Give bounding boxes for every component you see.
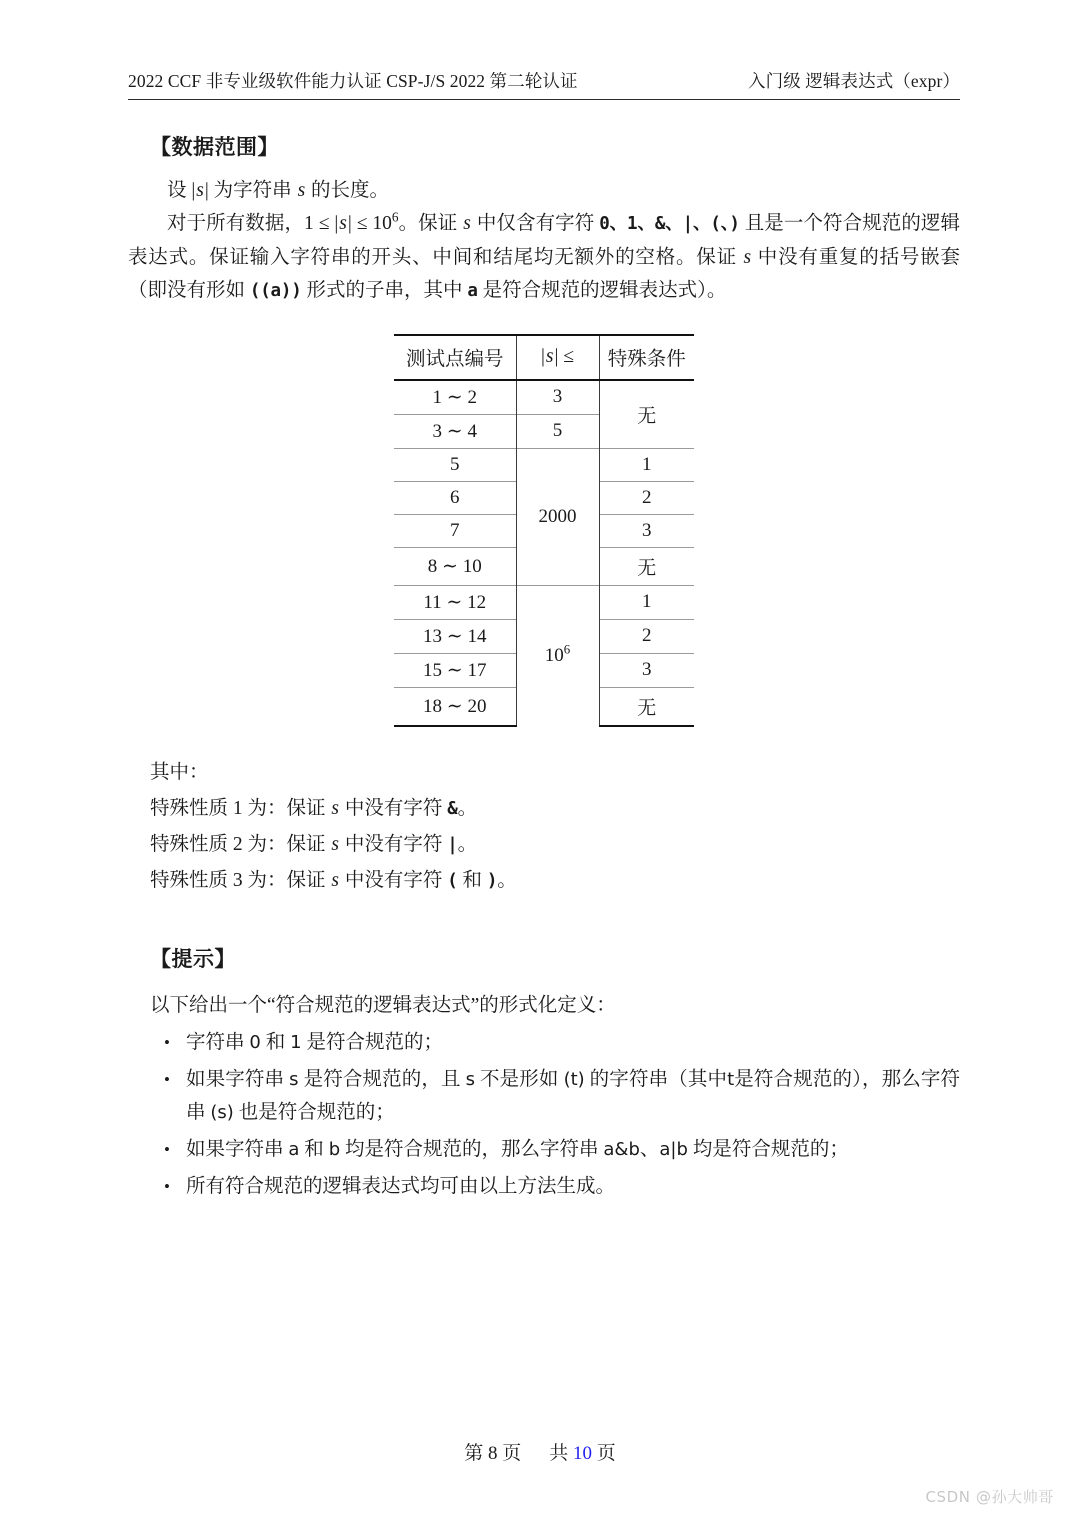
cell-test-id: 15 ∼ 17: [394, 653, 516, 687]
cell-special-condition: 无: [599, 687, 694, 726]
p2-text-a: 对于所有数据，1 ≤ |: [167, 212, 339, 234]
prop1-var-s: s: [331, 797, 339, 819]
p2-text-b: | ≤ $10^6$: [347, 209, 399, 234]
prop2-text-a: 特殊性质 2 为：保证: [150, 833, 331, 855]
table-head: [394, 335, 694, 380]
hint1-literal-1: 1: [290, 1032, 302, 1053]
hint2-literal-s: s: [289, 1069, 299, 1090]
p2-text-d: 中仅含有字符: [471, 212, 600, 234]
footer-total-suffix: 页: [592, 1443, 616, 1464]
cell-test-id: 1 ∼ 2: [432, 386, 477, 408]
table-body: [394, 380, 694, 726]
column-header-length-limit: |s| ≤: [516, 335, 599, 380]
cell-test-id: 7: [394, 514, 516, 547]
hint1-text-3: 是符合规范的；: [301, 1032, 443, 1053]
footer-total-prefix: 共: [549, 1443, 573, 1464]
table-row: [394, 380, 694, 415]
p1-text-a: 设: [167, 179, 192, 201]
p2-var-a: a: [467, 280, 478, 301]
hint2-text-6: 也是符合规范的；: [233, 1102, 395, 1123]
prop2-text-b: 中没有字符: [339, 833, 448, 855]
special-property-2: [150, 827, 960, 863]
cell-special-condition: 1: [599, 585, 694, 619]
hint2-literal-paren-s: (s): [210, 1102, 234, 1123]
prop2-text-c: 。: [457, 833, 478, 855]
list-item: [128, 1133, 960, 1166]
hint-bullet-list: [128, 1026, 960, 1203]
p2-var-s: s: [339, 212, 347, 234]
prop1-character: &: [447, 798, 458, 819]
cell-test-id: 8 ∼ 10: [394, 547, 516, 585]
prop3-var-s: s: [331, 869, 339, 891]
prop3-text-mid: 和: [457, 869, 487, 891]
p2-var-s2: s: [463, 212, 471, 234]
cell-special-condition: 无: [599, 380, 694, 449]
prop3-character-open: (: [447, 870, 458, 891]
prop2-character: |: [447, 834, 458, 855]
p2-text-g: 形式的子串，其中: [301, 279, 468, 301]
hint4-text-1: 所有符合规范的逻辑表达式均可由以上方法生成。: [186, 1176, 616, 1197]
section-heading-data-range: 【数据范围】: [150, 135, 279, 159]
header-exam-title: 2022 CCF 非专业级软件能力认证 CSP-J/S 2022 第二轮认证: [128, 71, 578, 91]
prop1-text-a: 特殊性质 1 为：保证: [150, 797, 331, 819]
table-header-row: [394, 335, 694, 380]
constraints-table: [394, 334, 694, 727]
table-row: [394, 585, 694, 619]
table-row: [394, 448, 694, 481]
prop3-character-close: ): [486, 870, 498, 891]
header-divider-rule: [128, 99, 960, 100]
hint2-text-2: 是符合规范的，且: [298, 1069, 466, 1090]
cell-length-limit: 2000: [516, 448, 599, 585]
hint-intro-text: 以下给出一个“符合规范的逻辑表达式”的形式化定义：: [150, 995, 616, 1016]
explain-intro: 其中：: [150, 761, 209, 783]
cell-special-condition: 无: [599, 547, 694, 585]
section-heading-hint: 【提示】: [150, 946, 236, 971]
p2-exponent: 6: [391, 209, 399, 224]
footer-total-pages: 10: [573, 1443, 592, 1464]
column-header-special-condition: 特殊条件: [599, 335, 694, 380]
cell-special-condition: 2: [599, 619, 694, 653]
csdn-watermark: CSDN @孙大帅哥: [925, 1488, 1054, 1506]
prop3-text-b: 中没有字符: [339, 869, 448, 891]
cell-length-limit: 5: [516, 414, 599, 448]
cell-special-condition: 1: [599, 448, 694, 481]
hint2-literal-s2: s: [465, 1069, 476, 1090]
special-properties-block: [150, 755, 960, 899]
prop1-text-c: 。: [457, 797, 478, 819]
p2-text-c: 。保证: [398, 212, 463, 234]
cell-special-condition: 2: [599, 481, 694, 514]
page-footer: [0, 1438, 1080, 1465]
hint3-text-2: 和: [299, 1139, 329, 1160]
cell-length-limit: $10^6$: [516, 585, 599, 726]
list-item: [128, 1063, 960, 1129]
p1-var-s2: s: [297, 179, 306, 201]
hint3-literal-or: a|b: [659, 1139, 688, 1160]
p2-allowed-characters: 0、1、&、|、(、): [599, 213, 740, 234]
p2-text-f: 中没有重复的括号嵌套（即没有形如: [128, 246, 960, 301]
hint3-literal-a: a: [288, 1139, 300, 1160]
p1-abs-close: |: [204, 179, 209, 201]
prop3-text-c: 。: [497, 869, 517, 891]
hint3-text-3: 均是符合规范的，那么字符串: [340, 1139, 604, 1160]
p1-text-b: 为字符串: [208, 179, 297, 201]
hint2-literal-t: t: [727, 1069, 735, 1090]
cell-test-id: 11 ∼ 12: [394, 585, 516, 619]
cell-test-id: 13 ∼ 14: [394, 619, 516, 653]
data-range-paragraphs: [128, 174, 960, 308]
hint2-text-3: 不是形如: [475, 1069, 564, 1090]
prop2-var-s: s: [331, 833, 339, 855]
hint3-text-4: 、: [639, 1139, 660, 1160]
hint2-text-4: 的字符串（其中: [584, 1069, 728, 1090]
p2-text-h: 是符合规范的逻辑表达式）。: [477, 279, 727, 301]
cell-special-condition: 3: [599, 514, 694, 547]
p2-nested-example: ((a)): [249, 280, 302, 301]
paragraph-constraints: [128, 207, 960, 308]
prop3-text-a: 特殊性质 3 为：保证: [150, 869, 331, 891]
prop1-text-b: 中没有字符: [339, 797, 448, 819]
special-property-3: [150, 863, 960, 899]
p1-var-s: s: [196, 179, 204, 201]
p1-abs-open: |: [191, 179, 196, 201]
p2-text-e: 且是一个符合规范的逻辑表达式。保证输入字符串的开头、中间和结尾均无额外的空格。保证: [128, 212, 960, 268]
hint2-literal-paren-t: (t): [563, 1069, 585, 1090]
hint3-literal-b: b: [328, 1139, 341, 1160]
cell-length-limit: 3: [516, 380, 599, 415]
limit-exponent: 6: [563, 641, 571, 657]
list-item: [128, 1170, 960, 1203]
p1-text-c: 的长度。: [306, 179, 390, 201]
list-item: [128, 1026, 960, 1059]
hint-section: [128, 944, 960, 1204]
cell-test-id: 5: [394, 448, 516, 481]
hint1-text-2: 和: [260, 1032, 291, 1053]
cell-test-id: 6: [394, 481, 516, 514]
hint2-text-1: 如果字符串: [186, 1069, 290, 1090]
column-header-test-id: 测试点编号: [394, 335, 516, 380]
cell-special-condition: 3: [599, 653, 694, 687]
cell-test-id: 3 ∼ 4: [394, 414, 516, 448]
cell-test-id: 18 ∼ 20: [394, 687, 516, 726]
p2-var-s3: s: [743, 246, 752, 268]
running-header: [128, 68, 960, 93]
special-property-1: [150, 791, 960, 827]
constraints-table-wrapper: [128, 334, 960, 727]
hint2-text-5: 是符合规范的），那么字符串: [186, 1069, 960, 1123]
hint3-literal-and: a&b: [603, 1139, 640, 1160]
document-body: [128, 132, 960, 1203]
footer-current-page: 第 8 页: [464, 1443, 522, 1464]
hint1-literal-0: 0: [249, 1032, 261, 1053]
hint3-text-5: 均是符合规范的；: [687, 1139, 849, 1160]
hint1-text-1: 字符串: [186, 1032, 250, 1053]
paragraph-length-definition: [128, 174, 960, 207]
hint3-text-1: 如果字符串: [186, 1139, 289, 1160]
header-problem-title: 入门级 逻辑表达式（expr）: [748, 71, 960, 91]
